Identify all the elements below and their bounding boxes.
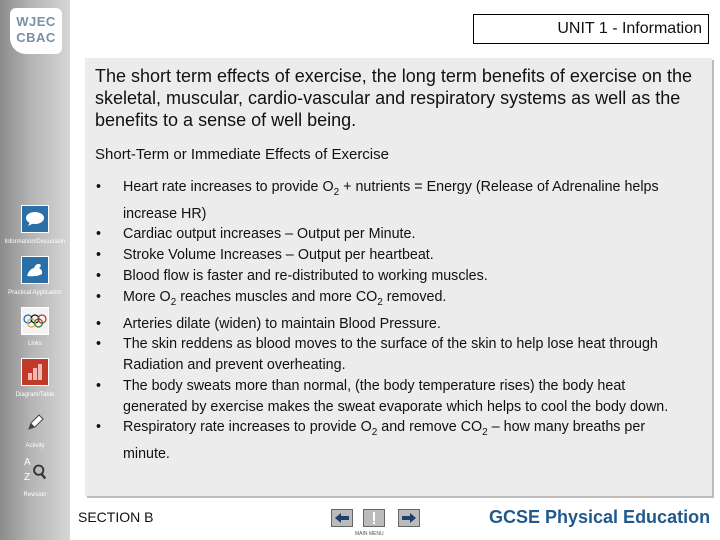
list-item-text: + nutrients = Energy (Release of Adrenaline helps increase HR) bbox=[123, 179, 659, 222]
arrow-left-icon bbox=[334, 512, 350, 524]
main-menu-label: MAIN MENU bbox=[355, 531, 384, 537]
subscript: 2 bbox=[377, 296, 383, 308]
next-button[interactable] bbox=[398, 509, 420, 527]
previous-button[interactable] bbox=[331, 509, 353, 527]
list-item-text: and remove CO bbox=[377, 419, 483, 436]
list-item-text: Cardiac output increases – Output per Minute. bbox=[123, 226, 416, 243]
list-item-text: The skin reddens as blood moves to the surface of the skin to help lose heat through Radiation and prevent overheating. bbox=[123, 336, 658, 374]
bullet-icon: • bbox=[96, 288, 102, 305]
wjec-logo bbox=[10, 8, 62, 54]
list-item-text: Arteries dilate (widen) to maintain Blood Pressure. bbox=[123, 315, 441, 332]
speech-bubble-icon bbox=[21, 205, 49, 233]
list-item-text: – how many breaths per minute. bbox=[123, 419, 646, 463]
logo-line-1: WJEC bbox=[16, 14, 56, 29]
a-z-letter-a: A bbox=[24, 457, 31, 468]
sidebar-item-revision[interactable] bbox=[0, 458, 70, 499]
list-item bbox=[90, 245, 690, 266]
list-item-text: More O bbox=[123, 288, 171, 305]
list-item bbox=[90, 224, 690, 245]
sidebar-item-links[interactable] bbox=[0, 307, 70, 348]
exclamation-icon bbox=[370, 511, 378, 525]
list-item bbox=[90, 266, 690, 287]
bullet-icon: • bbox=[96, 247, 102, 264]
list-item-text: Blood flow is faster and re-distributed to working muscles. bbox=[123, 268, 488, 285]
sidebar-item-label: Practical Application bbox=[8, 290, 62, 296]
main-menu-button[interactable] bbox=[363, 509, 385, 527]
a-z-letter-z: Z bbox=[24, 472, 31, 483]
pencil-icon bbox=[21, 409, 49, 437]
list-item bbox=[90, 287, 690, 314]
list-item-text: reaches muscles and more CO bbox=[176, 288, 378, 305]
sidebar-item-label: Activity bbox=[25, 443, 45, 449]
sidebar-item-label: Links bbox=[27, 341, 42, 347]
subscript: 2 bbox=[482, 427, 488, 439]
list-item-text: removed. bbox=[382, 288, 447, 305]
arm-icon bbox=[21, 256, 49, 284]
bullet-icon: • bbox=[96, 419, 102, 436]
sidebar-item-diagram[interactable] bbox=[0, 358, 70, 399]
bullet-icon: • bbox=[96, 226, 102, 243]
arrow-right-icon bbox=[401, 512, 417, 524]
unit-title: UNIT 1 - Information bbox=[473, 14, 709, 44]
list-item bbox=[90, 376, 690, 418]
sidebar-item-label: Information/Discussion bbox=[4, 239, 66, 245]
subscript: 2 bbox=[170, 296, 177, 308]
page-title: The short term effects of exercise, the long term benefits of exercise on the skeletal, muscular, cardio-vascular and respiratory systems as well as the benefits to a sense of well being. bbox=[95, 66, 692, 130]
list-item-text: Stroke Volume Increases – Output per heartbeat. bbox=[123, 247, 434, 264]
logo-line-2: CBAC bbox=[16, 30, 56, 45]
sidebar bbox=[0, 0, 70, 540]
subscript: 2 bbox=[371, 427, 378, 439]
bullet-icon: • bbox=[96, 179, 102, 195]
subscript: 2 bbox=[333, 186, 340, 198]
list-item bbox=[90, 314, 690, 335]
bar-chart-icon bbox=[21, 358, 49, 386]
bullet-icon: • bbox=[96, 336, 102, 353]
sidebar-item-information[interactable] bbox=[0, 205, 70, 246]
section-label: SECTION B bbox=[78, 509, 154, 525]
olympic-rings-icon bbox=[21, 307, 49, 335]
list-item bbox=[90, 334, 690, 376]
sidebar-item-practical[interactable] bbox=[0, 256, 70, 297]
list-item-text: Respiratory rate increases to provide O bbox=[123, 419, 372, 436]
effects-list bbox=[90, 177, 690, 465]
sidebar-item-label: Diagram/Table bbox=[15, 392, 55, 398]
brand-title: GCSE Physical Education bbox=[489, 507, 711, 527]
a-z-search-icon bbox=[21, 458, 49, 486]
list-item bbox=[90, 417, 690, 464]
list-item-text: Heart rate increases to provide O bbox=[123, 179, 334, 195]
sidebar-item-label: Revision bbox=[23, 492, 47, 498]
section-subheading: Short-Term or Immediate Effects of Exercise bbox=[95, 146, 389, 163]
sidebar-item-activity[interactable] bbox=[0, 409, 70, 450]
list-item bbox=[90, 177, 690, 224]
bullet-icon: • bbox=[96, 268, 102, 285]
bullet-icon: • bbox=[96, 377, 102, 394]
bullet-icon: • bbox=[96, 315, 102, 332]
list-item-text: The body sweats more than normal, (the body temperature rises) the body heat generated by exercise makes the sweat evaporate which helps to cool the body down. bbox=[123, 377, 669, 415]
